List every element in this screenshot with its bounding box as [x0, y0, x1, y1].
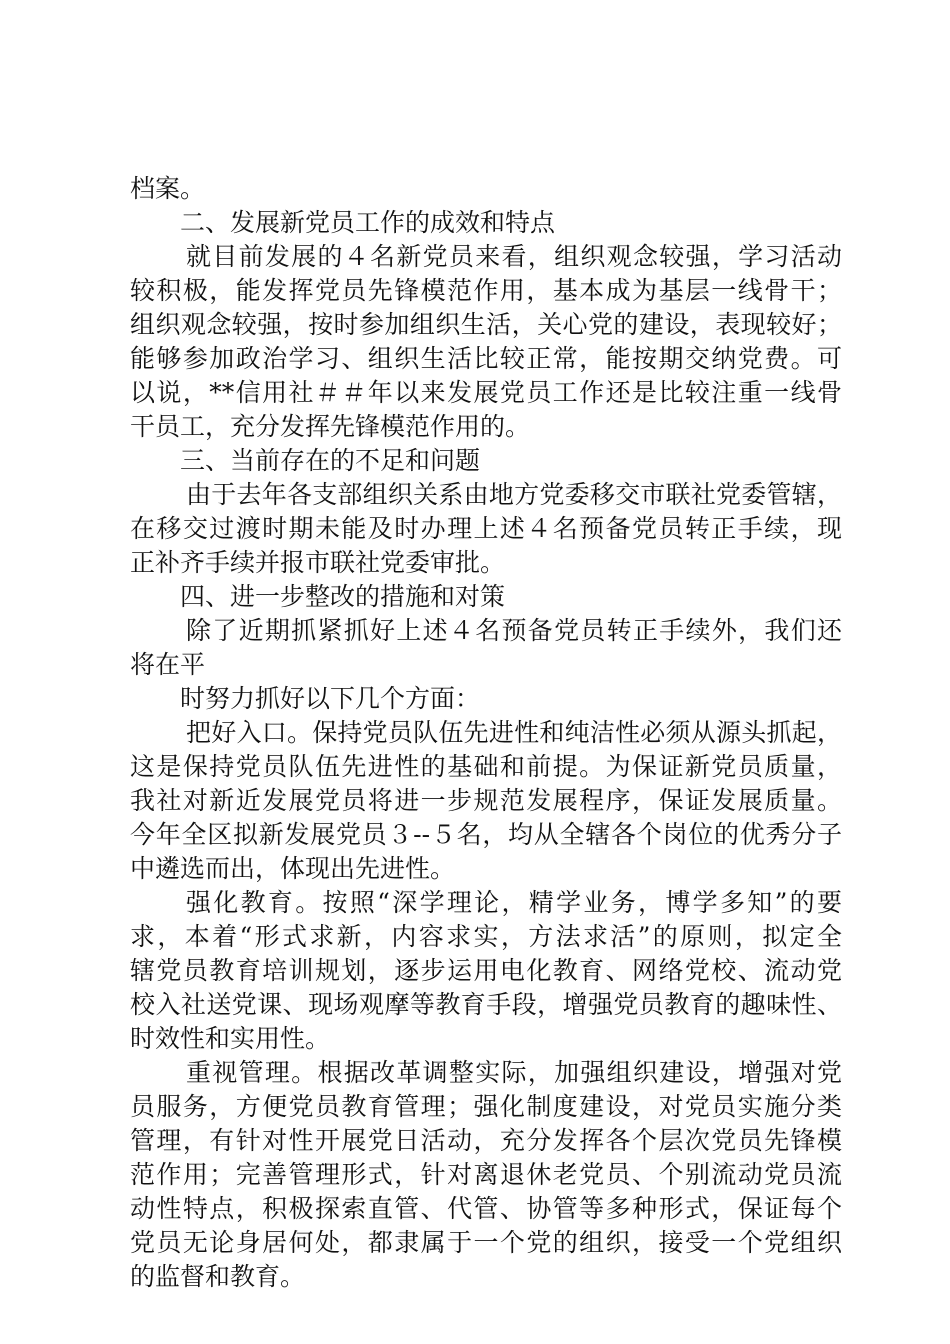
text-line: 今年全区拟新发展党员３--５名，均从全辖各个岗位的优秀分子: [130, 820, 842, 849]
text-line: 党员无论身居何处，都隶属于一个党的组织，接受一个党组织: [130, 1228, 842, 1257]
text-line: 时努力抓好以下几个方面：: [180, 684, 481, 713]
text-line: 我社对新近发展党员将进一步规范发展程序，保证发展质量。: [130, 786, 842, 815]
section-heading-2: 二、发展新党员工作的成效和特点: [180, 208, 556, 237]
section-heading-3: 三、当前存在的不足和问题: [180, 446, 481, 475]
text-line: 组织观念较强，按时参加组织生活，关心党的建设，表现较好；: [130, 310, 842, 339]
document-body: [130, 172, 842, 1294]
text-line: 正补齐手续并报市联社党委审批。: [130, 548, 506, 577]
text-line: 动性特点，积极探索直管、代管、协管等多种形式，保证每个: [130, 1194, 842, 1223]
text-line: 除了近期抓紧抓好上述４名预备党员转正手续外，我们还: [186, 616, 842, 645]
text-line: 由于去年各支部组织关系由地方党委移交市联社党委管辖，: [186, 480, 842, 509]
text-line: 较积极，能发挥党员先锋模范作用，基本成为基层一线骨干；: [130, 276, 842, 305]
text-line: 重视管理。根据改革调整实际，加强组织建设，增强对党: [186, 1058, 842, 1087]
text-line: 范作用；完善管理形式，针对离退休老党员、个别流动党员流: [130, 1160, 842, 1189]
text-line: 中遴选而出，体现出先进性。: [130, 854, 456, 883]
text-line: 档案。: [130, 174, 206, 203]
text-line: 强化教育。按照“深学理论，精学业务，博学多知”的要: [186, 888, 842, 917]
section-heading-4: 四、进一步整改的措施和对策: [180, 582, 506, 611]
text-line: 将在平: [130, 650, 206, 679]
text-line: 管理，有针对性开展党日活动，充分发挥各个层次党员先锋模: [130, 1126, 842, 1155]
text-line: 的监督和教育。: [130, 1262, 306, 1291]
text-line: 员服务，方便党员教育管理；强化制度建设，对党员实施分类: [130, 1092, 842, 1121]
text-line: 辖党员教育培训规划，逐步运用电化教育、网络党校、流动党: [130, 956, 842, 985]
text-line: 把好入口。保持党员队伍先进性和纯洁性必须从源头抓起，: [186, 718, 842, 747]
text-line: 校入社送党课、现场观摩等教育手段，增强党员教育的趣味性、: [130, 990, 842, 1019]
text-line: 能够参加政治学习、组织生活比较正常，能按期交纳党费。可: [130, 344, 842, 373]
text-line: 求，本着“形式求新，内容求实，方法求活”的原则，拟定全: [130, 922, 842, 951]
text-line: 干员工，充分发挥先锋模范作用的。: [130, 412, 531, 441]
text-line: 就目前发展的４名新党员来看，组织观念较强，学习活动: [186, 242, 842, 271]
text-line: 时效性和实用性。: [130, 1024, 331, 1053]
text-line: 以说，**信用社＃＃年以来发展党员工作还是比较注重一线骨: [130, 378, 842, 407]
text-line: 在移交过渡时期未能及时办理上述４名预备党员转正手续，现: [130, 514, 842, 543]
text-line: 这是保持党员队伍先进性的基础和前提。为保证新党员质量，: [130, 752, 842, 781]
